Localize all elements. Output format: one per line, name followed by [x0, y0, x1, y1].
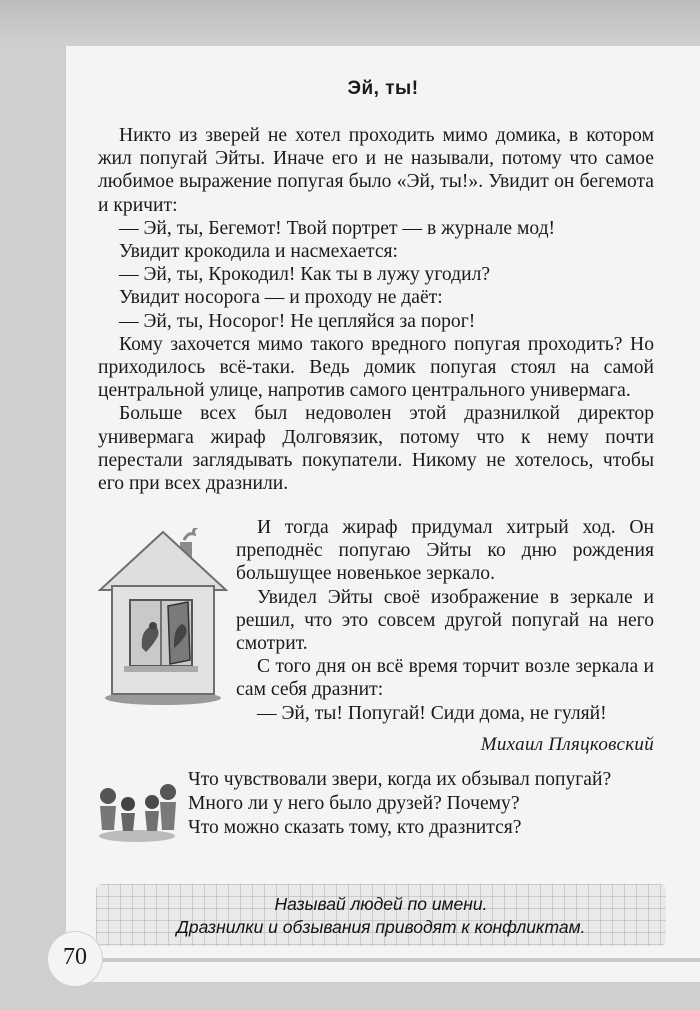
question: Что можно сказать тому, кто дразнится?	[188, 816, 522, 838]
footer-line	[100, 958, 700, 962]
paragraph: Больше всех был недоволен этой дразнилкой директор универмага жираф Долговязик, потому что к нему почти перестали заглядывать покупатели. Никому не хотелось, чтобы его при всех дразнили.	[98, 403, 654, 495]
paragraph: Никто из зверей не хотел проходить мимо домика, в котором жил попугай Эйты. Иначе его и не называли, потому что самое любимое выражение попугая было «Эй, ты!». Увидит он бегемота и кричит:	[98, 125, 654, 216]
paragraph: И тогда жираф придумал хитрый ход. Он преподнёс попугаю Эйты ко дню рождения большущее новенькое зеркало.	[236, 517, 654, 585]
paragraph: Увидел Эйты своё изображение в зеркале и решил, что это совсем другой попугай на него смотрит.	[236, 586, 654, 655]
story-title: Эй, ты!	[347, 78, 419, 99]
rule-line: Называй людей по имени.	[274, 894, 488, 914]
paragraph: — Эй, ты! Попугай! Сиди дома, не гуляй!	[257, 702, 607, 724]
author-name: Михаил Пляцковский	[480, 734, 654, 755]
page-number: 70	[63, 944, 87, 970]
paragraph: Увидит крокодила и насмехается:	[119, 241, 398, 263]
rule-text	[96, 893, 666, 939]
children-group-icon	[94, 776, 180, 844]
paragraph: Кому захочется мимо такого вредного попугая проходить? Но приходилось всё-таки. Ведь домик попугая стоял на самой центральной улице, напротив самого центрального универмага.	[98, 333, 654, 402]
paragraph: Увидит носорога — и проходу не даёт:	[119, 287, 443, 309]
paragraph: — Эй, ты, Бегемот! Твой портрет — в журнале мод!	[119, 217, 556, 239]
question: Что чувствовали звери, когда их обзывал попугай?	[188, 769, 612, 790]
questions-list	[188, 768, 654, 839]
house-with-parrot-illustration	[98, 528, 228, 708]
paragraph: — Эй, ты, Носорог! Не цепляйся за порог!	[119, 310, 476, 332]
paragraph: — Эй, ты, Крокодил! Как ты в лужу угодил?	[119, 264, 491, 286]
rule-line: Дразнилки и обзывания приводят к конфликтам.	[176, 917, 586, 937]
story-side-text	[236, 516, 654, 725]
paragraph: С того дня он всё время торчит возле зеркала и сам себя дразнит:	[236, 656, 654, 701]
scan-top-margin	[0, 0, 700, 46]
question: Много ли у него было друзей? Почему?	[188, 792, 520, 814]
story-main-text	[98, 124, 654, 495]
